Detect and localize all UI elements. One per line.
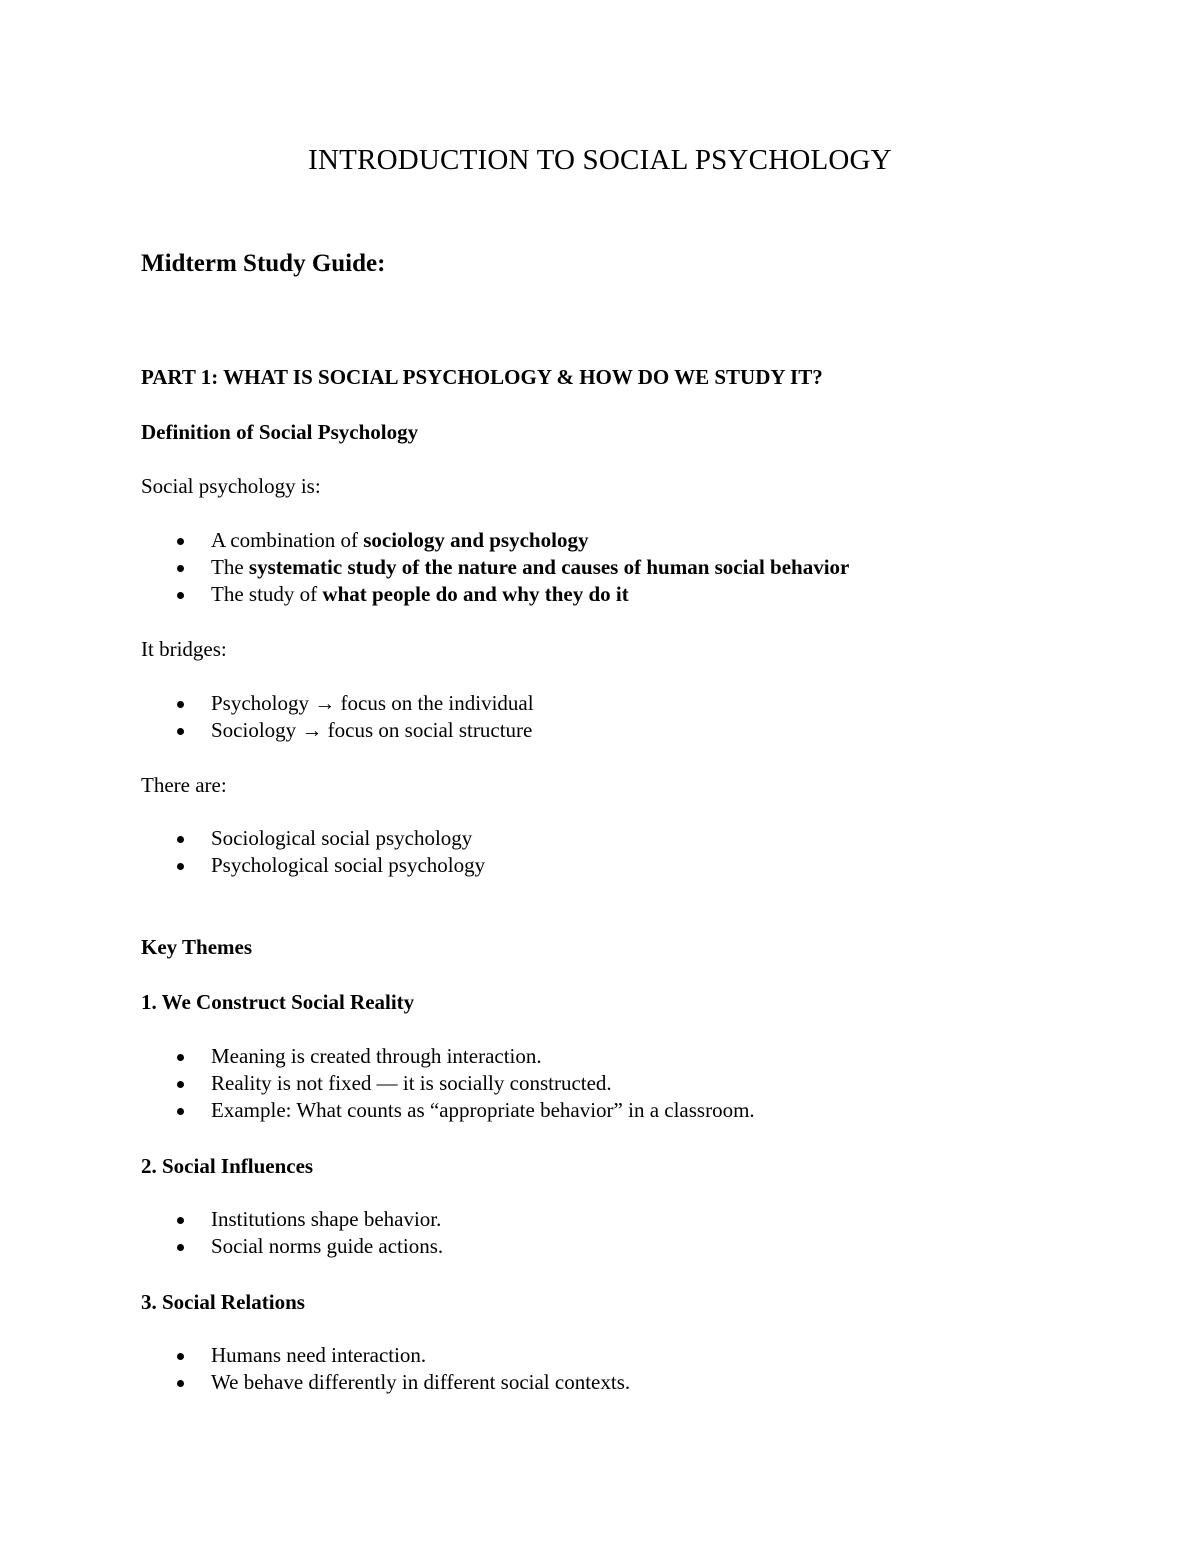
list-item (141, 581, 849, 608)
types-list (141, 825, 485, 879)
item-text: Social norms guide actions. (211, 1234, 444, 1258)
definition-heading: Definition of Social Psychology (141, 420, 419, 444)
bridges-list (141, 690, 534, 744)
theme-1-list (141, 1043, 755, 1124)
theme-2-list (141, 1206, 443, 1260)
list-item (141, 825, 485, 852)
list-item (141, 717, 534, 744)
list-item (141, 1097, 755, 1124)
bullet-icon (177, 1244, 184, 1251)
bullet-icon (177, 538, 184, 545)
theme-3-list (141, 1342, 630, 1396)
item-text: Sociological social psychology (211, 826, 473, 850)
bullet-icon (177, 565, 184, 572)
item-text: Reality is not fixed — it is socially constructed. (211, 1071, 612, 1095)
list-item (141, 1070, 755, 1097)
types-intro: There are: (141, 773, 227, 797)
list-item (141, 1043, 755, 1070)
bullet-icon (177, 1108, 184, 1115)
definition-intro: Social psychology is: (141, 474, 321, 498)
bullet-icon (177, 1353, 184, 1360)
list-item (141, 1206, 443, 1233)
list-item (141, 527, 849, 554)
part-1-heading: PART 1: WHAT IS SOCIAL PSYCHOLOGY & HOW DO WE STUDY IT? (141, 365, 823, 389)
item-text-bold: sociology and psychology (363, 528, 589, 552)
bullet-icon (177, 728, 184, 735)
document-subtitle: Midterm Study Guide: (141, 250, 386, 277)
theme-3-heading: 3. Social Relations (141, 1290, 305, 1314)
item-text: Institutions shape behavior. (211, 1207, 442, 1231)
item-text: Meaning is created through interaction. (211, 1044, 542, 1068)
bullet-icon (177, 1054, 184, 1061)
bullet-icon (177, 592, 184, 599)
bullet-icon (177, 701, 184, 708)
theme-2-heading: 2. Social Influences (141, 1154, 314, 1178)
item-text-plain: The study of (211, 582, 323, 606)
item-text-bold: what people do and why they do it (322, 582, 629, 606)
item-text: Sociology → focus on social structure (211, 718, 533, 742)
item-text: Example: What counts as “appropriate behavior” in a classroom. (211, 1098, 755, 1122)
bullet-icon (177, 836, 184, 843)
bullet-icon (177, 1380, 184, 1387)
bullet-icon (177, 863, 184, 870)
document-title: INTRODUCTION TO SOCIAL PSYCHOLOGY (308, 144, 892, 176)
list-item (141, 1369, 630, 1396)
list-item (141, 554, 849, 581)
list-item (141, 1233, 443, 1260)
item-text: Psychology → focus on the individual (211, 691, 534, 715)
theme-1-heading: 1. We Construct Social Reality (141, 990, 415, 1014)
key-themes-heading: Key Themes (141, 935, 253, 959)
item-text: Psychological social psychology (211, 853, 486, 877)
bullet-icon (177, 1217, 184, 1224)
item-text: We behave differently in different social contexts. (211, 1370, 631, 1394)
item-text-plain: The (211, 555, 249, 579)
list-item (141, 852, 485, 879)
list-item (141, 690, 534, 717)
list-item (141, 1342, 630, 1369)
item-text-bold: systematic study of the nature and causes of human social behavior (248, 555, 850, 579)
item-text-plain: A combination of (211, 528, 364, 552)
definition-list (141, 527, 849, 608)
bridges-intro: It bridges: (141, 637, 227, 661)
item-text: Humans need interaction. (211, 1343, 427, 1367)
bullet-icon (177, 1081, 184, 1088)
